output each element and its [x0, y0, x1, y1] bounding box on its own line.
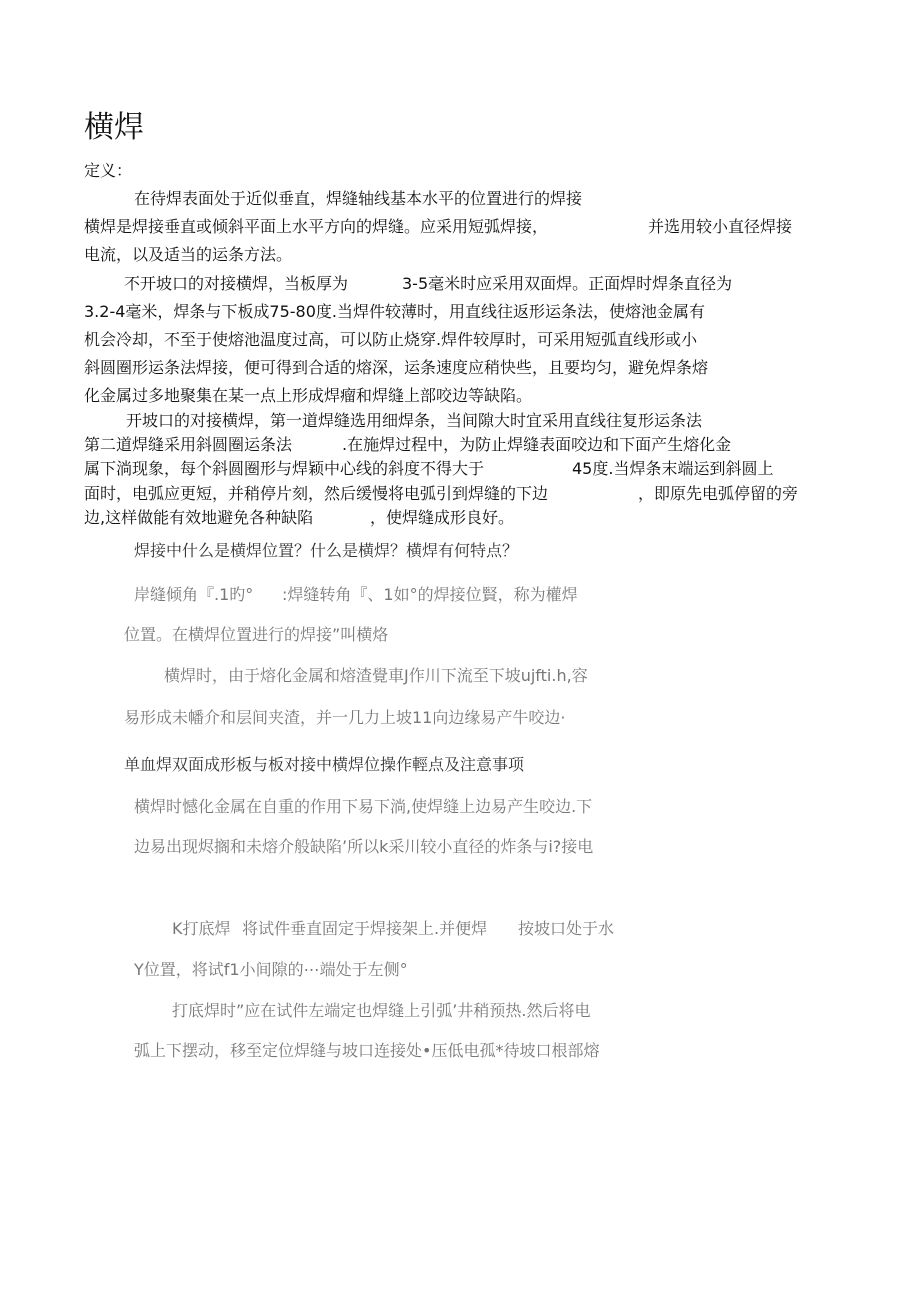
paragraph-line: 弧上下摆动，移至定位焊缝与坡口连接处•压低电孤*待坡口根部熔: [134, 1041, 600, 1060]
answer-line: 位置。在横焊位置进行的焊接”叫横烙: [124, 625, 389, 644]
page-title: 横焊: [84, 110, 144, 145]
paragraph-line: 斜圆圈形运条法焊接，便可得到合适的熔深，运条速度应稍快些，且要均匀，避免焊条熔: [84, 358, 709, 377]
question-heading: 焊接中什么是横焊位置？什么是横焊？横焊有何特点？: [134, 541, 519, 560]
paragraph-line: 45度.当焊条末端运到斜圆上: [572, 459, 774, 478]
paragraph-line: .在施焊过程中，为防止焊缝表面咬边和下面产生熔化金: [342, 435, 732, 454]
paragraph-line: 机会冷却，不至于使熔池温度过高，可以防止烧穿.焊件较厚时，可采用短弧直线形或小: [84, 330, 698, 349]
paragraph-line: 电流，以及适当的运条方法。: [84, 245, 293, 264]
paragraph-line: 3.2-4毫米，焊条与下板成75-80度.当焊件较薄时，用直线往返形运条法，使熔池金属有: [84, 302, 705, 321]
paragraph-line: 横焊是焊接垂直或倾斜平面上水平方向的焊缝。应采用短弧焊接，: [84, 217, 549, 236]
paragraph-line: 化金属过多地聚集在某一点上形成焊瘤和焊缝上部咬边等缺陷。: [84, 386, 533, 405]
paragraph-line: K打底焊: [172, 919, 231, 938]
paragraph-line: 打底焊时”应在试件左端定也焊缝上引弧’井稍预热.然后将电: [172, 1001, 591, 1020]
answer-line: 易形成未幡介和层间夹渣，并一几力上坡11向边缘易产牛咬边·: [124, 708, 566, 727]
paragraph-line: 开坡口的对接横焊，第一道焊缝选用细焊条，当间隙大时宜采用直线往复形运条法: [126, 411, 703, 430]
paragraph-line: ，即原先电弧停留的旁: [638, 484, 799, 503]
answer-line: :焊缝转角『、1如°的焊接位賢，称为權焊: [282, 585, 578, 604]
paragraph-line: 边易出现烬搁和未熔介般缺陷’所以k采川较小直径的炸条与i?接电: [134, 837, 594, 856]
section-heading: 单血焊双面成形板与板对接中横焊位操作輕点及注意事项: [124, 755, 525, 774]
paragraph-line: 横焊时憾化金属在自重的作用下易下淌,使焊缝上边易产生咬边.下: [134, 797, 593, 816]
answer-line: 横焊时，由于熔化金属和熔渣覺車J作川下流至下坡ujfti.h,容: [164, 666, 588, 685]
paragraph-line: 属下淌现象，每个斜圆圈形与焊颖中心线的斜度不得大于: [84, 459, 485, 478]
paragraph-line: 第二道焊缝采用斜圆圈运条法: [84, 435, 293, 454]
answer-line: 岸缝倾角『.1旳°: [134, 585, 254, 604]
paragraph-line: 不开坡口的对接横焊，当板厚为: [124, 274, 349, 293]
paragraph-line: 3-5毫米时应采用双面焊。正面焊时焊条直径为: [402, 274, 733, 293]
paragraph-line: 面时，电弧应更短，并稍停片刻，然后缓慢将电弧引到焊缝的下边: [84, 484, 549, 503]
paragraph-line: ，使焊缝成形良好。: [370, 508, 515, 527]
definition-label: 定义：: [84, 161, 133, 180]
paragraph-line: 边,这样做能有效地避免各种缺陷: [84, 508, 314, 527]
paragraph-line: 将试件垂直固定于焊接架上.并便焊: [242, 919, 488, 938]
paragraph-line: Y位置，将试f1小间隙的⋯端处于左侧°: [134, 960, 408, 979]
paragraph-line: 在待焊表面处于近似垂直，焊缝轴线基本水平的位置进行的焊接: [134, 189, 583, 208]
paragraph-line: 并选用较小直径焊接: [648, 217, 793, 236]
paragraph-line: 按坡口处于水: [518, 919, 615, 938]
